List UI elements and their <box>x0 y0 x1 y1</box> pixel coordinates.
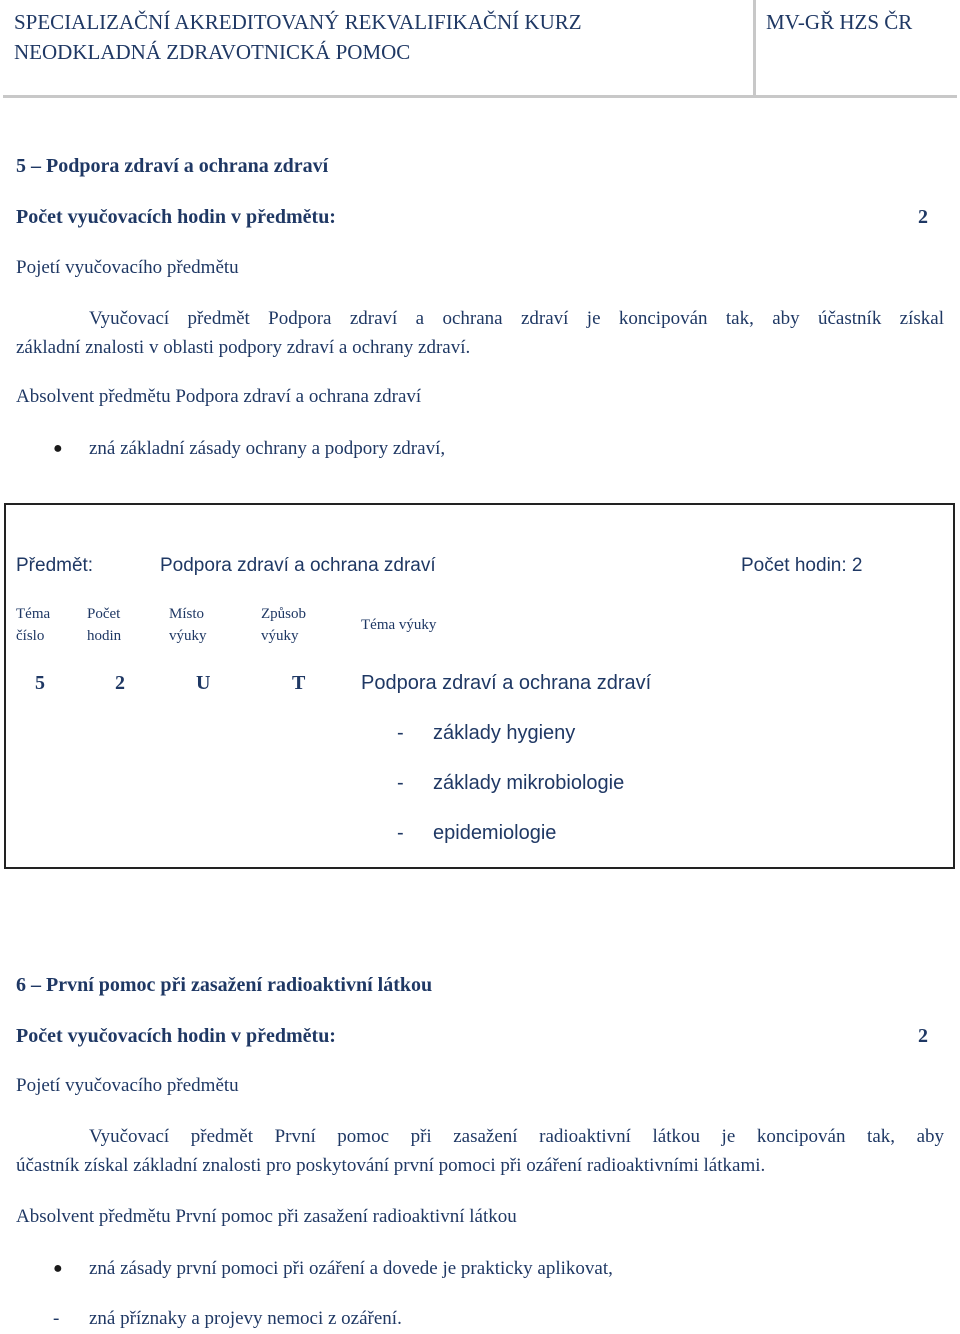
subtopic-dash: - <box>397 772 404 794</box>
section6-hours-label: Počet vyučovacích hodin v předmětu: <box>16 1025 336 1047</box>
header-organization: MV-GŘ HZS ČR <box>766 10 913 34</box>
col-header-place: Místo výuky <box>169 606 207 644</box>
section6-dash-item: zná příznaky a projevy nemoci z ozáření. <box>89 1308 402 1329</box>
header-vertical-divider <box>753 0 756 98</box>
bullet-icon: ● <box>53 1260 63 1277</box>
section5-hours-label: Počet vyučovacích hodin v předmětu: <box>16 206 336 228</box>
section5-description-line2: základní znalosti v oblasti podpory zdraví a ochrany zdraví. <box>16 337 471 358</box>
col-header-topic: Téma výuky <box>361 617 437 633</box>
row-topic: Podpora zdraví a ochrana zdraví <box>361 672 652 694</box>
section5-bullet-item: zná základní zásady ochrany a podpory zdraví, <box>89 438 446 459</box>
subtopic-dash: - <box>397 722 404 744</box>
dash-icon: - <box>53 1308 60 1329</box>
section6-hours-value: 2 <box>918 1025 928 1047</box>
row-place: U <box>196 672 211 694</box>
subtopic-item: epidemiologie <box>433 822 557 844</box>
col-header-hours: Počet hodin <box>87 606 122 644</box>
section6-bullet-item: zná zásady první pomoci při ozáření a dovede je prakticky aplikovat, <box>89 1258 613 1279</box>
subtopic-item: základy mikrobiologie <box>433 772 625 794</box>
col-header-topic-no: Téma číslo <box>16 606 51 644</box>
table-subject-label: Předmět: <box>16 555 94 576</box>
bullet-icon: ● <box>53 440 63 457</box>
row-hours: 2 <box>115 672 125 694</box>
section5-hours-value: 2 <box>918 206 928 228</box>
section6-title: 6 – První pomoc při zasažení radioaktivní látkou <box>16 974 433 996</box>
table-hours: Počet hodin: 2 <box>741 555 863 576</box>
row-topic-no: 5 <box>35 672 45 694</box>
subtopic-item: základy hygieny <box>433 722 576 744</box>
section6-description-line1: Vyučovací předmět První pomoc při zasažení radioaktivní látkou je koncipován tak, aby <box>89 1126 944 1147</box>
section5-concept-label: Pojetí vyučovacího předmětu <box>16 257 239 278</box>
subtopic-dash: - <box>397 822 404 844</box>
row-method: T <box>292 672 306 694</box>
section5-description-line1: Vyučovací předmět Podpora zdraví a ochrana zdraví je koncipován tak, aby účastník získal <box>89 308 944 329</box>
section5-graduate-label: Absolvent předmětu Podpora zdraví a ochrana zdraví <box>16 386 422 407</box>
header-divider <box>3 95 957 98</box>
section5-title: 5 – Podpora zdraví a ochrana zdraví <box>16 155 329 177</box>
col-header-method: Způsob výuky <box>261 606 306 644</box>
header-course-subtitle: NEODKLADNÁ ZDRAVOTNICKÁ POMOC <box>14 40 411 64</box>
header-course-title: SPECIALIZAČNÍ AKREDITOVANÝ REKVALIFIKAČNÍ KURZ <box>14 10 582 34</box>
section6-description-line2: účastník získal základní znalosti pro poskytování první pomoci při ozáření radioaktivními látkami. <box>16 1155 766 1176</box>
section6-concept-label: Pojetí vyučovacího předmětu <box>16 1075 239 1096</box>
table-subject-value: Podpora zdraví a ochrana zdraví <box>160 555 436 576</box>
section6-graduate-label: Absolvent předmětu První pomoc při zasažení radioaktivní látkou <box>16 1206 517 1227</box>
